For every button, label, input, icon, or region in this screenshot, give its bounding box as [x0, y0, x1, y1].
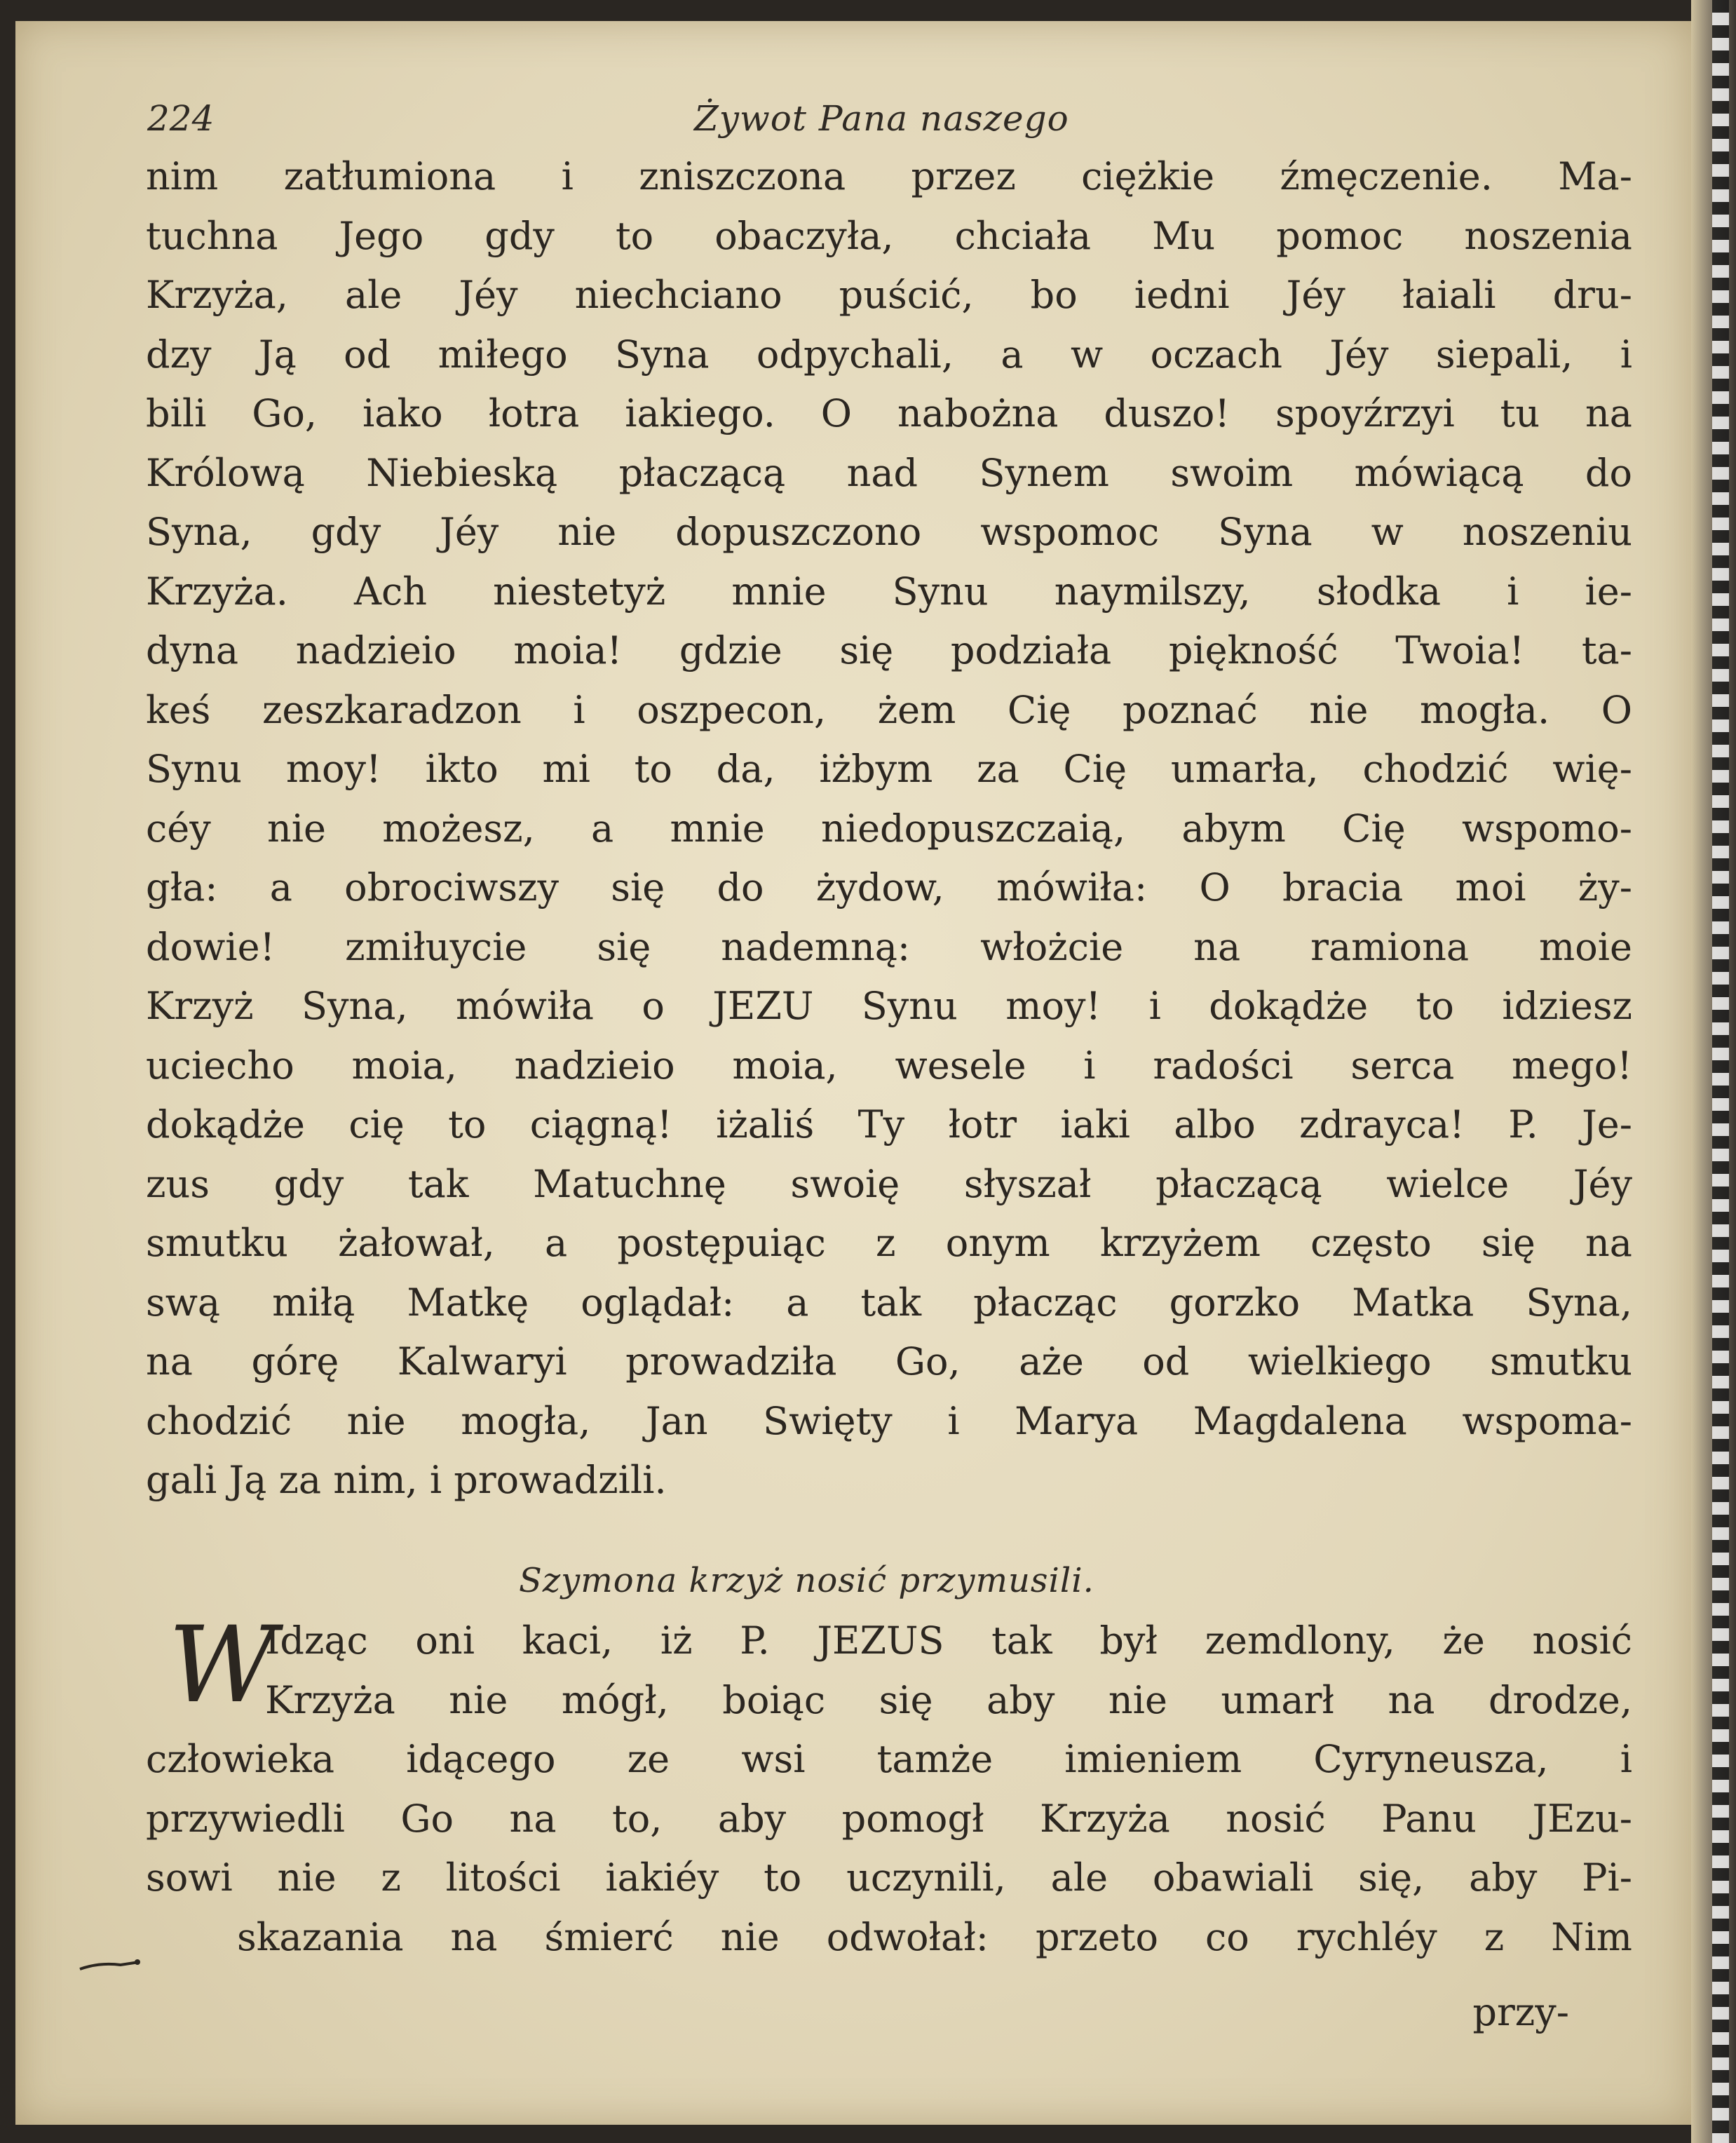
text-line: Krzyża, ale Jéy niechciano puścić, bo iedni Jéy łaiali dru-: [146, 273, 1632, 317]
text-line: Synu moy! ikto mi to da, iżbym za Cię umarła, chodzić wię-: [146, 747, 1632, 791]
text-line: przywiedli Go na to, aby pomogł Krzyża nosić Panu JEzu-: [146, 1796, 1632, 1841]
text-line: Krzyża. Ach niestetyż mnie Synu naymilszy, słodka i ie-: [146, 569, 1632, 614]
text-line: uciecho moia, nadzieio moia, wesele i radości serca mego!: [146, 1043, 1632, 1088]
text-line: dowie! zmiłuycie się nademną: włożcie na ramiona moie: [146, 924, 1632, 969]
scan-edge-strip: [1712, 0, 1729, 2143]
text-line: Syna, gdy Jéy nie dopuszczono wspomoc Syna w noszeniu: [146, 510, 1632, 554]
text-line: dzy Ją od miłego Syna odpychali, a w oczach Jéy siepali, i: [146, 332, 1632, 377]
text-line: Królową Niebieską płaczącą nad Synem swoim mówiącą do: [146, 450, 1632, 495]
text-line: Krzyża nie mógł, boiąc się aby nie umarł na drodze,: [265, 1677, 1632, 1722]
text-line: gali Ją za nim, i prowadzili.: [146, 1458, 667, 1502]
text-line: skazania na śmierć nie odwołał: przeto co rychléy z Nim: [237, 1914, 1632, 1959]
text-line: zus gdy tak Matuchnę swoię słyszał płaczącą wielce Jéy: [146, 1161, 1632, 1206]
text-line: swą miłą Matkę oglądał: a tak płacząc gorzko Matka Syna,: [146, 1280, 1632, 1325]
text-line: smutku żałował, a postępuiąc z onym krzyżem często się na: [146, 1221, 1632, 1265]
text-line: na górę Kalwaryi prowadziła Go, aże od wielkiego smutku: [146, 1339, 1632, 1384]
text-line: dyna nadzieio moia! gdzie się podziała piękność Twoia! ta-: [146, 628, 1632, 672]
ink-pointer-mark: [79, 1954, 142, 1975]
page-number: 224: [147, 98, 215, 139]
text-line: chodzić nie mogła, Jan Swięty i Marya Magdalena wspoma-: [146, 1398, 1632, 1443]
text-line: céy nie możesz, a mnie niedopuszczaią, abym Cię wspomo-: [146, 806, 1632, 851]
running-head: [147, 98, 1589, 147]
text-line: gła: a obrociwszy się do żydow, mówiła: O bracia moi ży-: [146, 865, 1632, 910]
text-line: bili Go, iako łotra iakiego. O nabożna duszo! spoyźrzyi tu na: [146, 391, 1632, 435]
text-line: człowieka idącego ze wsi tamże imieniem Cyryneusza, i: [146, 1737, 1632, 1781]
text-line: nim zatłumiona i zniszczona przez ciężkie źmęczenie. Ma-: [146, 154, 1632, 198]
running-title: Żywot Pana naszego: [694, 98, 1069, 139]
paragraph-1: [146, 147, 1632, 1510]
drop-cap: W: [168, 1604, 277, 1726]
paragraph-2: [146, 1604, 1632, 1967]
text-line: keś zeszkaradzon i oszpecon, żem Cię poznać nie mogła. O: [146, 687, 1632, 732]
text-line: sowi nie z litości iakiéy to uczynili, ale obawiali się, aby Pi-: [146, 1855, 1632, 1900]
text-line: Idząc oni kaci, iż P. JEZUS tak był zemdlony, że nosić: [265, 1618, 1632, 1663]
catchword: przy-: [1472, 1990, 1569, 2034]
text-line: tuchna Jego gdy to obaczyła, chciała Mu pomoc noszenia: [146, 213, 1632, 258]
section-subheading: Szymona krzyż nosić przymusili.: [519, 1561, 1094, 1600]
text-line: Krzyż Syna, mówiła o JEZU Synu moy! i dokądże to idziesz: [146, 984, 1632, 1028]
text-line: dokądże cię to ciągną! iżaliś Ty łotr iaki albo zdrayca! P. Je-: [146, 1102, 1632, 1147]
